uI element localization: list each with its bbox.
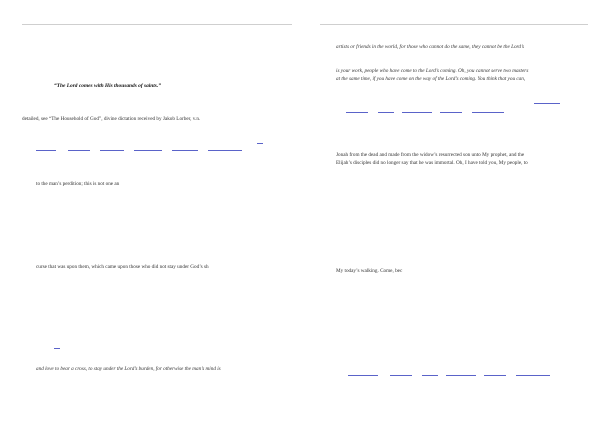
hyperlink[interactable] bbox=[516, 375, 550, 376]
text-line: and love to bear a cross, to stay under the Lord’s burden, for otherwise the man’s mind is bbox=[36, 366, 221, 372]
hyperlink[interactable] bbox=[446, 375, 476, 376]
text-line: curse that was upon them, which came upon those who did not stay under God’s sh bbox=[36, 264, 209, 270]
text-line: is your work, people who have come to the Lord’s coming. Oh, you cannot serve two masters bbox=[336, 68, 529, 74]
hyperlink[interactable] bbox=[346, 112, 368, 113]
hyperlink[interactable] bbox=[390, 375, 412, 376]
hyperlink[interactable] bbox=[348, 375, 378, 376]
hyperlink[interactable] bbox=[68, 150, 90, 151]
link-mark[interactable] bbox=[54, 348, 60, 349]
hyperlink[interactable] bbox=[422, 375, 438, 376]
text-line: Jonah from the dead and made from the widow’s resurrected son unto My prophet, and the bbox=[336, 152, 525, 158]
hyperlink[interactable] bbox=[484, 375, 506, 376]
hyperlink[interactable] bbox=[472, 112, 504, 113]
link-row bbox=[320, 112, 565, 118]
hyperlink[interactable] bbox=[402, 112, 432, 113]
text-line: at the same time, if you have come on the way of the Lord’s coming. You think that you can, bbox=[336, 76, 526, 82]
text-line: artists or friends in the world, for those who cannot do the same, they cannot be the Lord’s bbox=[336, 44, 525, 50]
hyperlink[interactable] bbox=[378, 112, 394, 113]
header-rule bbox=[320, 24, 588, 25]
left-page bbox=[22, 0, 292, 424]
link-row bbox=[22, 150, 267, 156]
text-line: Elijah’s disciples did no longer say that he was immortal. Oh, I have told you, My people, to bbox=[336, 160, 528, 166]
link-row bbox=[320, 375, 565, 381]
text-line: detailed, see “The Household of God”, divine dictation received by Jakob Lorber, v.n. bbox=[22, 116, 201, 122]
hyperlink[interactable] bbox=[100, 150, 124, 151]
hyperlink[interactable] bbox=[440, 112, 462, 113]
right-page bbox=[320, 0, 588, 424]
epigraph-quote: “The Lord comes with His thousands of saints.” bbox=[54, 83, 161, 89]
text-line: to the man’s perdition; this is not one an bbox=[36, 181, 120, 187]
hyperlink[interactable] bbox=[36, 150, 56, 151]
header-rule bbox=[22, 24, 292, 25]
hyperlink[interactable] bbox=[134, 150, 162, 151]
hyperlink[interactable] bbox=[208, 150, 242, 151]
hyperlink[interactable] bbox=[172, 150, 198, 151]
link-mark[interactable] bbox=[257, 143, 263, 144]
text-line: My today’s walking. Come, bec bbox=[336, 268, 403, 274]
link-mark[interactable] bbox=[534, 103, 560, 104]
